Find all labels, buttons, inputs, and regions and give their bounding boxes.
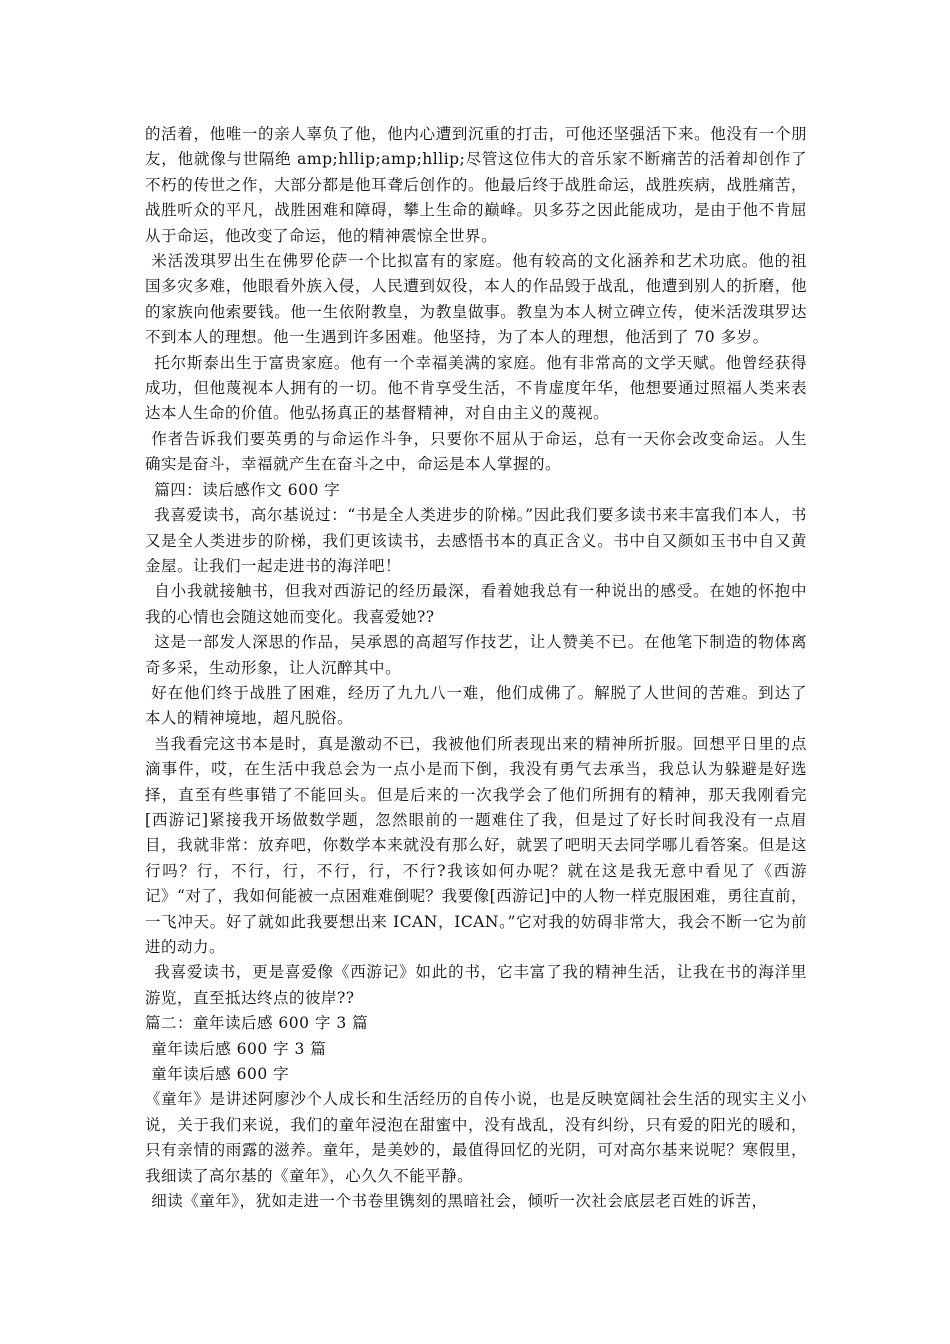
paragraph-overcame-difficulties: 好在他们终于战胜了困难，经历了九九八一难，他们成佛了。解脱了人世间的苦难。到达了本人的精神境地，超凡脱俗。 [145, 683, 807, 728]
paragraph-conclusion: 我喜爱读书，更是喜爱像《西游记》如此的书，它丰富了我的精神生活，让我在书的海洋里游览，直至抵达终点的彼岸?? [145, 963, 807, 1007]
document-page [145, 122, 807, 1214]
paragraph-author-message: 作者告诉我们要英勇的与命运作斗争，只要你不屈从于命运，总有一天你会改变命运。人生确实是奋斗，幸福就产生在奋斗之中，命运是本人掌握的。 [145, 429, 807, 474]
paragraph-thought-provoking: 这是一部发人深思的作品，吴承恩的高超写作技艺，让人赞美不已。在他笔下制造的物体离奇多采，生动形象，让人沉醉其中。 [145, 633, 807, 677]
paragraph-beethoven-end: 的活着，他唯一的亲人辜负了他，他内心遭到沉重的打击，可他还坚强活下来。他没有一个朋友，他就像与世隔绝 amp;hllip;amp;hllip;尽管这位伟大的音乐家不断痛苦的活着却创作了不朽的传世之作，大部分都是他耳聋后创作的。他最后终于战胜命运，战胜疾病，战胜痛苦，战胜听众的平凡，战胜困难和障碍，攀上生命的巅峰。贝多芬之因此能成功，是由于他不肯屈从于命运，他改变了命运，他的精神震惊全世界。 [145, 125, 807, 245]
paragraph-michelangelo: 米活泼琪罗出生在佛罗伦萨一个比拟富有的家庭。他有较高的文化涵养和艺术功底。他的祖国多灾多难，他眼看外族入侵，人民遭到奴役，本人的作品毁于战乱，他遭到别人的折磨，他的家族向他索要钱。他一生依附教皇，为教皇做事。教皇为本人树立碑立传，使米活泼琪罗达不到本人的理想。他一生遇到许多困难。他坚持，为了本人的理想，他活到了 70 多岁。 [145, 252, 807, 347]
paragraph-childhood-reading: 细读《童年》，犹如走进一个书卷里镌刻的黑暗社会，倾听一次社会底层老百姓的诉苦， [151, 1192, 768, 1211]
paragraph-journey-west-intro: 自小我就接触书，但我对西游记的经历最深，看着她我总有一种说出的感受。在她的怀抱中我的心情也会随这她而变化。我喜爱她?? [145, 582, 807, 626]
paragraph-childhood-intro: 《童年》是讲述阿廖沙个人成长和生活经历的自传小说，也是反映宽阔社会生活的现实主义小说，关于我们来说，我们的童年浸泡在甜蜜中，没有战乱，没有纠纷，只有爱的阳光的暖和，只有亲情的雨露的滋养。童年，是美妙的，最值得回忆的光阴，可对高尔基来说呢？寒假里，我细读了高尔基的《童年》，心久久不能平静。 [145, 1090, 807, 1185]
subheading-childhood-three: 童年读后感 600 字 3 篇 [151, 1039, 327, 1058]
section-heading-part-four: 篇四：读后感作文 600 字 [154, 480, 341, 499]
paragraph-love-reading: 我喜爱读书，高尔基说过：“书是全人类进步的阶梯。”因此我们要多读书来丰富我们本人，书又是全人类进步的阶梯，我们更该读书，去感悟书本的真正含义。书中自又颜如玉书中自又黄金屋。让我们一起走进书的海洋吧！ [145, 506, 807, 575]
paragraph-tolstoy: 托尔斯泰出生于富贵家庭。他有一个幸福美满的家庭。他有非常高的文学天赋。他曾经获得成功，但他蔑视本人拥有的一切。他不肯享受生活，不肯虚度年华，他想要通过照福人类来表达本人生命的价值。他弘扬真正的基督精神，对自由主义的蔑视。 [145, 353, 807, 423]
subheading-childhood: 童年读后感 600 字 [151, 1065, 290, 1084]
paragraph-after-reading: 当我看完这书本是时，真是激动不已，我被他们所表现出来的精神所折服。回想平日里的点滴事件，哎，在生活中我总会为一点小是而下倒，我没有勇气去承当，我总认为躲避是好选择，直至有些事错了不能回头。但是后来的一次我学会了他们所拥有的精神，那天我刚看完[西游记]紧接我开场做数学题，忽然眼前的一题难住了我，但是过了好长时间我没有一点眉目，我就非常：放弃吧，你数学本来就没有那么好，就罢了吧明天去同学哪儿看答案。但是这行吗？行，不行，行，不行，行，不行?我该如何办呢？就在这是我无意中看见了《西游记》“对了，我如何能被一点困难难倒呢？我要像[西游记]中的人物一样克服困难，勇往直前，一飞冲天。好了就如此我要想出来 ICAN，ICAN。”它对我的妨碍非常大，我会不断一它为前进的动力。 [145, 734, 807, 956]
section-heading-part-two: 篇二：童年读后感 600 字 3 篇 [145, 1014, 369, 1033]
